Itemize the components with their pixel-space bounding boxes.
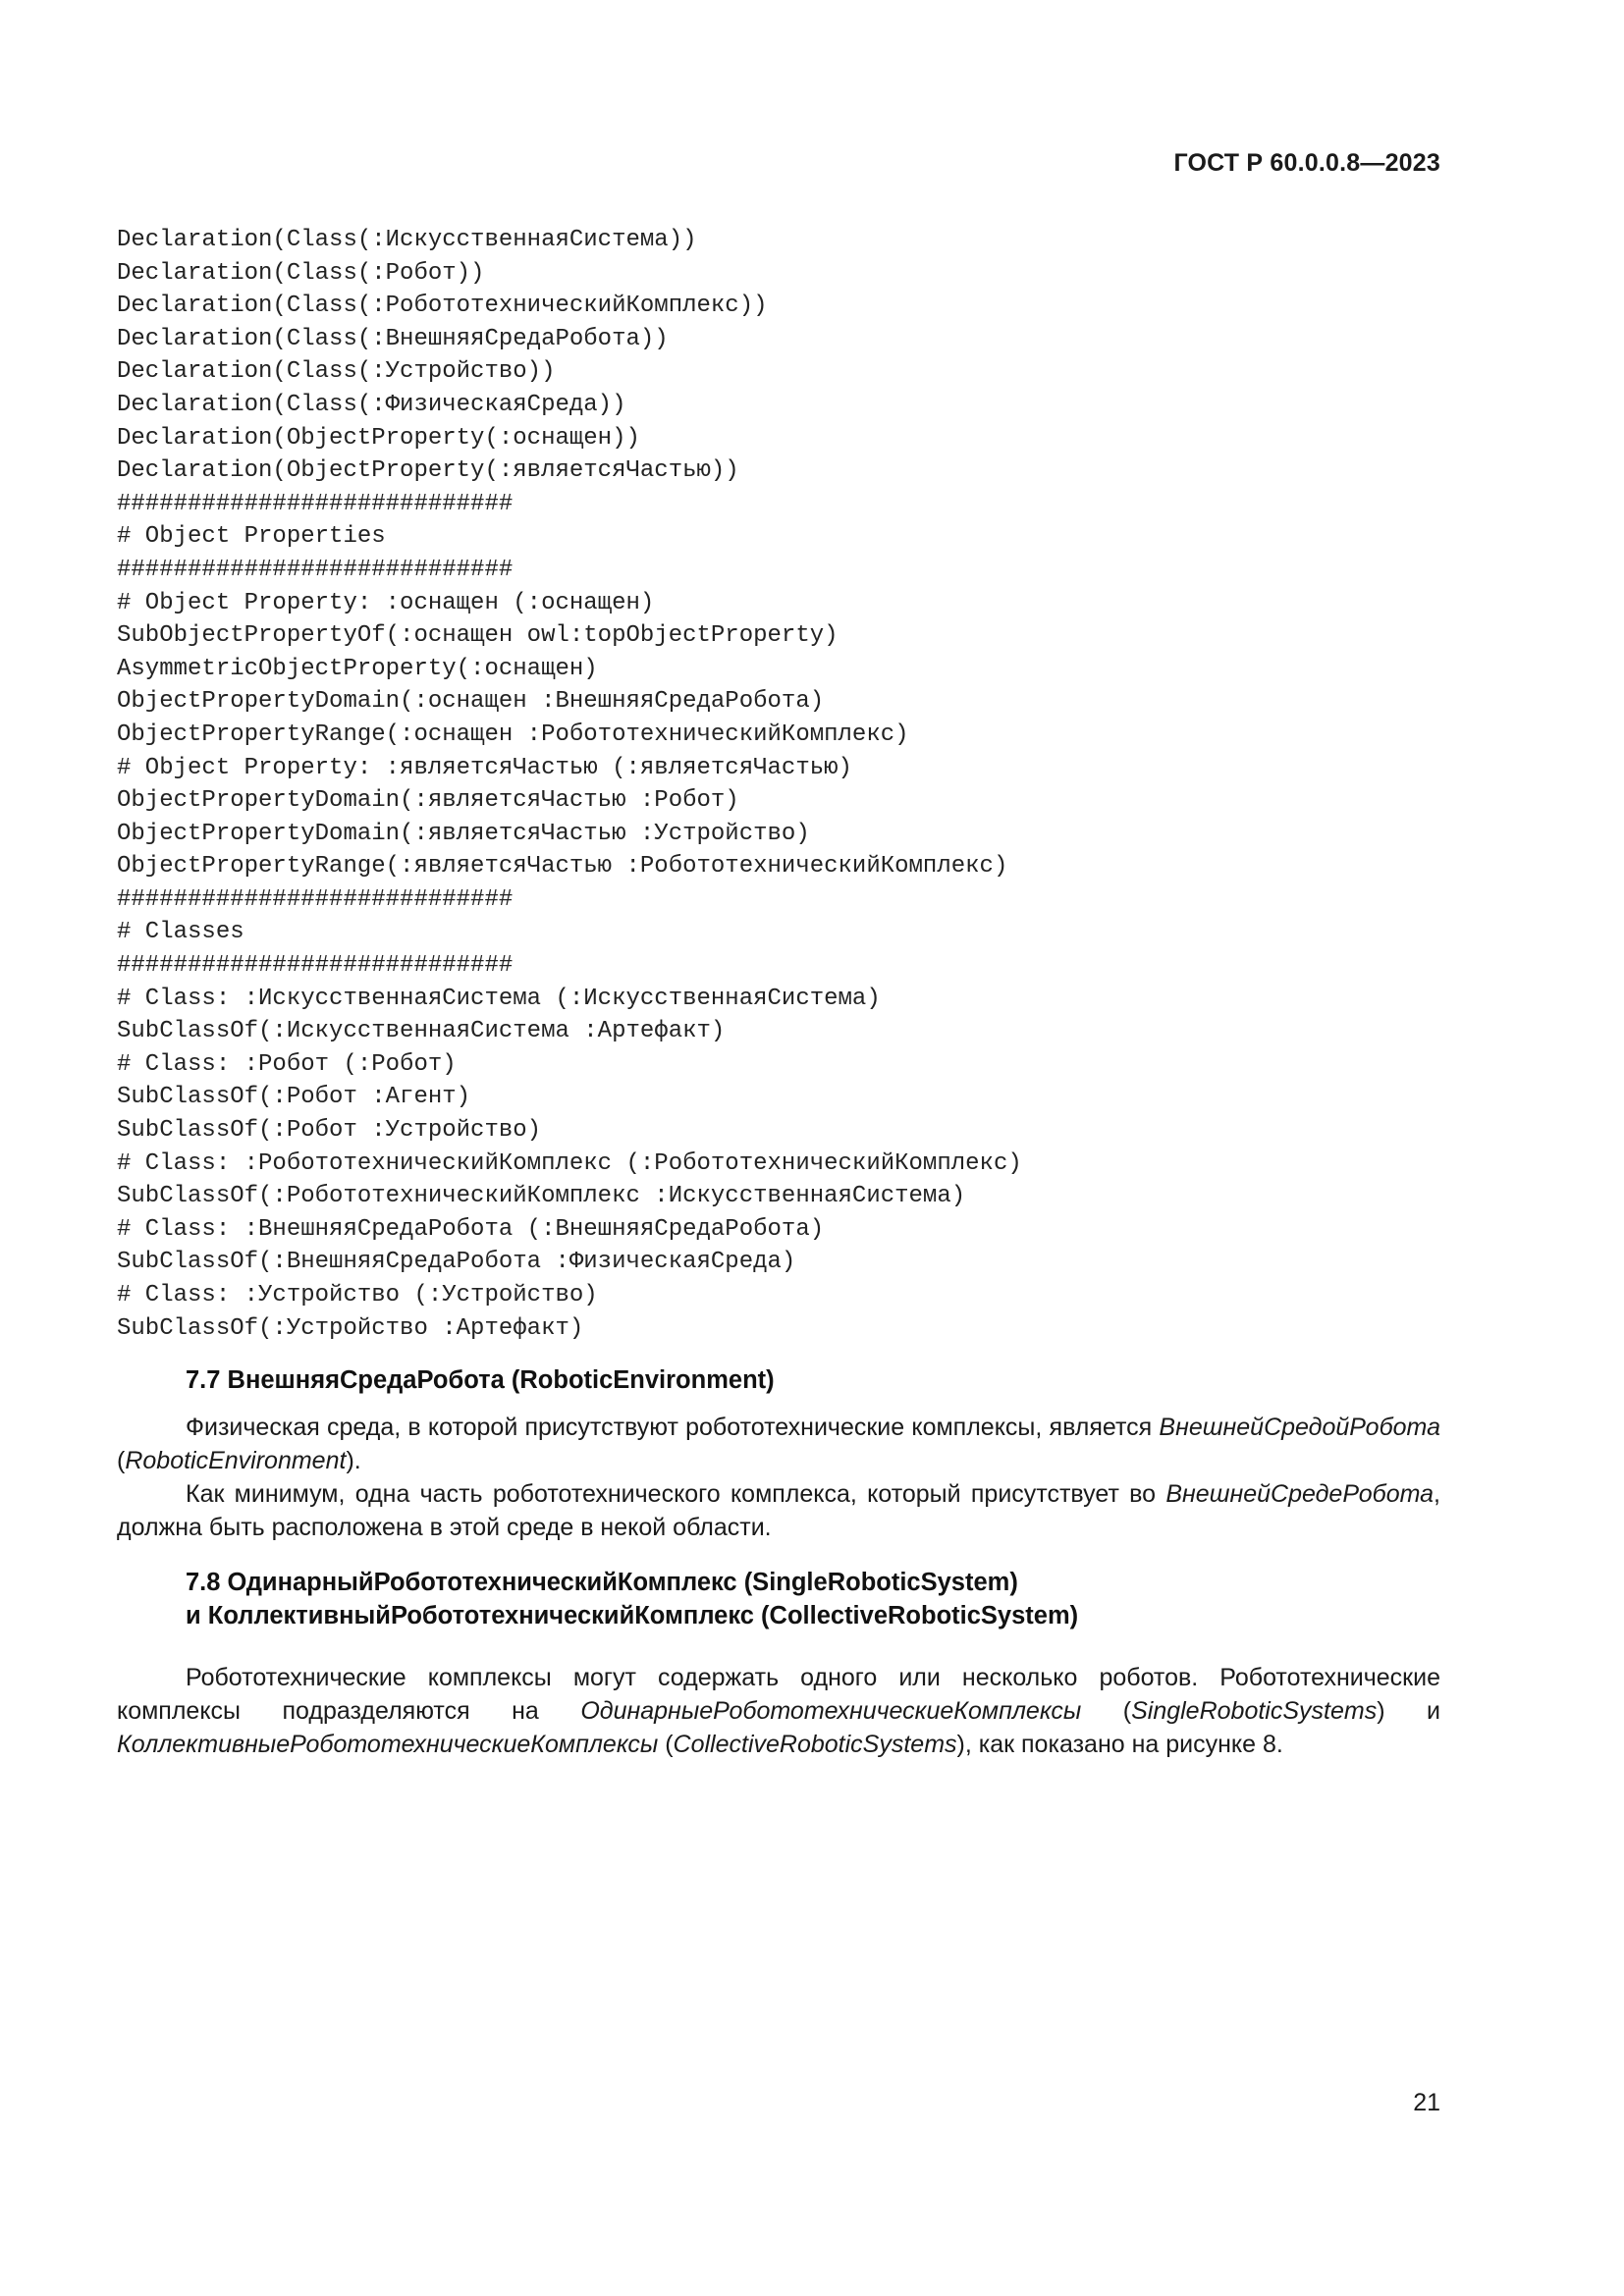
document-header-id: ГОСТ Р 60.0.0.8—2023 xyxy=(1173,149,1440,177)
code-line: Declaration(ObjectProperty(:оснащен)) xyxy=(117,424,640,452)
section-7-7-body xyxy=(117,1411,1440,1544)
code-line: SubClassOf(:РобототехническийКомплекс :ИскусственнаяСистема) xyxy=(117,1183,966,1210)
code-line: SubClassOf(:Робот :Агент) xyxy=(117,1084,471,1111)
section-7-8-heading xyxy=(186,1567,1078,1632)
text-run: ( xyxy=(1081,1697,1132,1725)
term-emphasis: ВнешнейСредеРобота xyxy=(1165,1480,1435,1508)
term-emphasis: RoboticEnvironment xyxy=(125,1447,347,1474)
owl-code-listing xyxy=(117,224,1022,1345)
term-emphasis: КоллективныеРобототехническиеКомплексы xyxy=(117,1731,659,1758)
code-line: SubClassOf(:Робот :Устройство) xyxy=(117,1117,542,1145)
section-7-8-heading-line1: 7.8 ОдинарныйРобототехническийКомплекс (SingleRoboticSystem) xyxy=(186,1569,1018,1596)
code-line: # Class: :Робот (:Робот) xyxy=(117,1050,457,1078)
code-line: ############################ xyxy=(117,556,514,583)
text-run: ( xyxy=(117,1447,126,1474)
section-7-8-body xyxy=(117,1661,1440,1761)
text-run: ), как показано на рисунке 8. xyxy=(956,1731,1283,1758)
code-line: Declaration(Class(:ФизическаяСреда)) xyxy=(117,391,626,418)
code-line: ############################ xyxy=(117,490,514,517)
section-7-7-heading: 7.7 ВнешняяСредаРобота (RoboticEnvironment) xyxy=(186,1366,775,1394)
text-run: ( xyxy=(658,1731,674,1758)
code-line: ObjectPropertyDomain(:являетсяЧастью :Устройство) xyxy=(117,820,810,847)
code-line: Declaration(Class(:Устройство)) xyxy=(117,358,556,386)
code-line: SubObjectPropertyOf(:оснащен owl:topObjectProperty) xyxy=(117,622,839,650)
code-line: Declaration(Class(:Робот)) xyxy=(117,259,485,287)
code-line: SubClassOf(:ВнешняяСредаРобота :ФизическаяСреда) xyxy=(117,1249,796,1276)
text-run: Робототехнические комплексы могут содержать одного или несколько роботов. Робототехнические комплексы подразделяются на xyxy=(117,1664,1440,1725)
code-line: ############################ xyxy=(117,885,514,913)
text-run: ). xyxy=(346,1447,361,1474)
page-number: 21 xyxy=(1413,2089,1440,2116)
paragraph xyxy=(117,1411,1440,1477)
text-run: Физическая среда, в которой присутствуют робототехнические комплексы, является xyxy=(186,1414,1160,1441)
paragraph xyxy=(117,1477,1440,1544)
code-line: # Object Properties xyxy=(117,523,386,551)
code-line: Declaration(Class(:РобототехническийКомплекс)) xyxy=(117,293,768,320)
code-line: # Classes xyxy=(117,919,244,946)
code-line: SubClassOf(:Устройство :Артефакт) xyxy=(117,1314,584,1342)
code-line: # Class: :ВнешняяСредаРобота (:ВнешняяСредаРобота) xyxy=(117,1215,825,1243)
code-line: # Object Property: :являетсяЧастью (:являетсяЧастью) xyxy=(117,754,852,781)
code-line: ObjectPropertyDomain(:являетсяЧастью :Робот) xyxy=(117,787,739,815)
term-emphasis: CollectiveRoboticSystems xyxy=(673,1731,957,1758)
term-emphasis: SingleRoboticSystems xyxy=(1131,1697,1378,1725)
term-emphasis: ВнешнейСредойРобота xyxy=(1159,1414,1440,1441)
text-run: Как минимум, одна часть робототехнического комплекса, который присутствует во xyxy=(186,1480,1166,1508)
text-run: ) и xyxy=(1377,1697,1440,1725)
code-line: # Class: :Устройство (:Устройство) xyxy=(117,1282,598,1308)
section-7-8-heading-line2: и КоллективныйРобототехническийКомплекс (CollectiveRoboticSystem) xyxy=(186,1601,1079,1629)
code-line: Declaration(Class(:ВнешняяСредаРобота)) xyxy=(117,325,669,352)
code-line: # Object Property: :оснащен (:оснащен) xyxy=(117,589,655,616)
code-line: SubClassOf(:ИскусственнаяСистема :Артефакт) xyxy=(117,1018,726,1045)
code-line: ObjectPropertyRange(:оснащен :РобототехническийКомплекс) xyxy=(117,721,909,748)
code-line: # Class: :РобототехническийКомплекс (:РобототехническийКомплекс) xyxy=(117,1149,1022,1177)
code-line: AsymmetricObjectProperty(:оснащен) xyxy=(117,655,598,682)
code-line: ObjectPropertyRange(:являетсяЧастью :РобототехническийКомплекс) xyxy=(117,853,1008,881)
term-emphasis: ОдинарныеРобототехническиеКомплексы xyxy=(580,1697,1082,1725)
text-run: , должна быть расположена в этой среде в некой области. xyxy=(117,1480,1440,1541)
code-line: ObjectPropertyDomain(:оснащен :ВнешняяСредаРобота) xyxy=(117,688,825,716)
code-line: # Class: :ИскусственнаяСистема (:ИскусственнаяСистема) xyxy=(117,985,881,1012)
code-line: Declaration(ObjectProperty(:являетсяЧастью)) xyxy=(117,457,739,485)
paragraph xyxy=(117,1661,1440,1761)
code-line: Declaration(Class(:ИскусственнаяСистема)) xyxy=(117,227,697,253)
code-line: ############################ xyxy=(117,952,514,980)
